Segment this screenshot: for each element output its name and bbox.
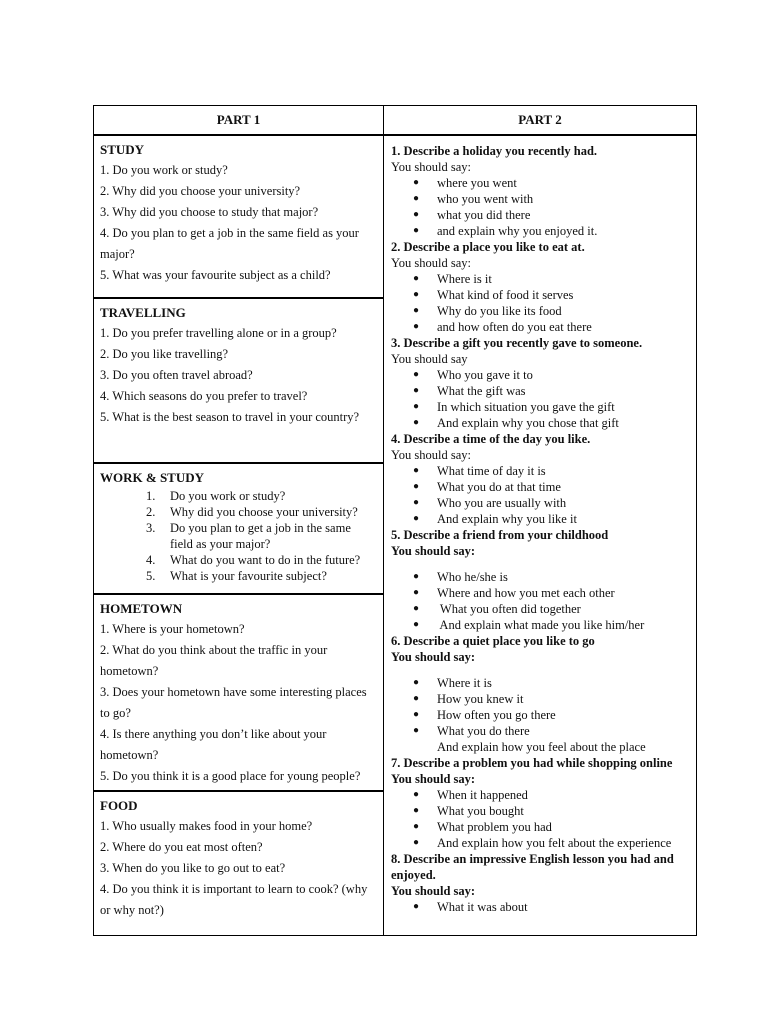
bullet-icon: ● [413,805,420,816]
bullet-icon: ● [413,497,420,508]
part2-column [391,143,691,915]
question: 3. When do you like to go out to eat? [100,861,286,875]
cue-card [391,431,691,527]
bullet-item: ● Who he/she is [413,570,508,584]
you-should-say: You should say: [391,884,476,898]
question: 2. Where do you eat most often? [100,840,263,854]
list-item: 1. Do you work or study? [146,489,286,503]
section-study [94,136,383,297]
bullet-icon: ● [413,709,420,720]
bullet-icon: ● [413,305,420,316]
question: 3. Does your hometown have some interesting places [100,685,367,699]
question: major? [100,247,135,261]
you-should-say: You should say: [391,650,476,664]
bullet-icon: ● [413,369,420,380]
bullet-item: ● What you do at that time [413,480,561,494]
question: hometown? [100,664,159,678]
section-title: WORK & STUDY [100,470,205,485]
question: 5. Do you think it is a good place for young people? [100,769,361,783]
bullet-item: ● and explain why you enjoyed it. [413,224,598,238]
cue-card-title: 3. Describe a gift you recently gave to someone. [391,336,643,350]
column-divider [383,136,384,935]
cue-card [391,335,691,431]
bullet-icon: ● [413,677,420,688]
part2-header: PART 2 [384,106,696,136]
section-travelling [94,297,383,462]
cue-card [391,239,691,335]
bullet-item: ● What it was about [413,900,528,914]
you-should-say: You should say: [391,160,471,174]
bullet-icon: ● [413,619,420,630]
bullet-item: ● Who you gave it to [413,368,533,382]
bullet-icon: ● [413,603,420,614]
bullet-icon: ● [413,401,420,412]
question: 5. What is the best season to travel in your country? [100,410,360,424]
question: 1. Who usually makes food in your home? [100,819,313,833]
question: 2. What do you think about the traffic in your [100,643,328,657]
bullet-list [391,899,691,915]
bullet-item: ● Where and how you met each other [413,586,615,600]
list-item: 2. Why did you choose your university? [146,505,358,519]
question: hometown? [100,748,159,762]
question: 3. Why did you choose to study that major? [100,205,319,219]
cue-card-title: 6. Describe a quiet place you like to go [391,634,595,648]
bullet-item: ● what you did there [413,208,531,222]
bullet-item: ● And explain what made you like him/her [413,618,645,632]
cue-card [391,633,691,755]
bullet-item: ● And explain why you chose that gift [413,416,619,430]
bullet-icon: ● [413,513,420,524]
bullet-icon: ● [413,193,420,204]
section-title: HOMETOWN [100,601,183,616]
bullet-icon: ● [413,837,420,848]
bullet-icon: ● [413,273,420,284]
bullet-item: ● who you went with [413,192,534,206]
bullet-list [391,569,691,633]
cue-card [391,851,691,915]
bullet-icon: ● [413,693,420,704]
section-work-study [94,462,383,593]
bullet-list [391,463,691,527]
bullet-icon: ● [413,321,420,332]
question: 4. Do you think it is important to learn to cook? (why [100,882,368,896]
cue-card-title: 4. Describe a time of the day you like. [391,432,591,446]
list-item: 5. What is your favourite subject? [146,569,327,583]
bullet-list [391,675,691,755]
bullet-list [391,271,691,335]
question: or why not?) [100,903,164,917]
you-should-say: You should say: [391,256,471,270]
bullet-icon: ● [413,465,420,476]
cue-card-title: 1. Describe a holiday you recently had. [391,144,598,158]
bullet-item: ● and how often do you eat there [413,320,592,334]
bullet-icon: ● [413,571,420,582]
you-should-say: You should say: [391,772,476,786]
bullet-item: ● where you went [413,176,517,190]
bullet-item-continuation: And explain how you feel about the place [437,740,646,754]
bullet-list [391,367,691,431]
bullet-list [391,787,691,851]
question: 3. Do you often travel abroad? [100,368,253,382]
bullet-icon: ● [413,821,420,832]
question: 1. Do you work or study? [100,163,228,177]
cue-card-title: 8. Describe an impressive English lesson you had and [391,852,674,866]
you-should-say: You should say [391,352,468,366]
bullet-icon: ● [413,417,420,428]
bullet-item: ● Where is it [413,272,492,286]
bullet-icon: ● [413,587,420,598]
cue-card [391,755,691,851]
question: 4. Do you plan to get a job in the same field as your [100,226,359,240]
question: 5. What was your favourite subject as a child? [100,268,331,282]
bullet-item: ● What you often did together [413,602,581,616]
question: 4. Which seasons do you prefer to travel? [100,389,308,403]
bullet-item: ● How you knew it [413,692,524,706]
section-title: STUDY [100,142,145,157]
bullet-item: ● And explain why you like it [413,512,577,526]
bullet-item: ● What time of day it is [413,464,546,478]
question: 2. Do you like travelling? [100,347,229,361]
cue-card-title-cont: enjoyed. [391,868,436,882]
bullet-item: ● What the gift was [413,384,526,398]
cue-card [391,527,691,633]
bullet-item: ● When it happened [413,788,528,802]
list-item: 3. Do you plan to get a job in the same [146,521,351,535]
bullet-icon: ● [413,177,420,188]
cue-card-title: 5. Describe a friend from your childhood [391,528,609,542]
question: 2. Why did you choose your university? [100,184,301,198]
question: to go? [100,706,131,720]
part1-header: PART 1 [94,106,384,136]
bullet-list [391,175,691,239]
bullet-icon: ● [413,725,420,736]
bullet-icon: ● [413,289,420,300]
section-hometown [94,593,383,790]
bullet-icon: ● [413,481,420,492]
question: 1. Do you prefer travelling alone or in a group? [100,326,337,340]
bullet-item: ● In which situation you gave the gift [413,400,615,414]
question: 4. Is there anything you don’t like about your [100,727,327,741]
section-title: FOOD [100,798,138,813]
bullet-item: ● Where it is [413,676,492,690]
bullet-icon: ● [413,385,420,396]
bullet-item: ● Why do you like its food [413,304,562,318]
cue-card-title: 2. Describe a place you like to eat at. [391,240,585,254]
you-should-say: You should say: [391,544,476,558]
bullet-item: ● What kind of food it serves [413,288,574,302]
bullet-icon: ● [413,901,420,912]
section-food [94,790,383,935]
cue-card [391,143,691,239]
bullet-item: ● What problem you had [413,820,552,834]
bullet-item: ● What you do there [413,724,530,738]
you-should-say: You should say: [391,448,471,462]
section-title: TRAVELLING [100,305,186,320]
bullet-icon: ● [413,209,420,220]
question: 1. Where is your hometown? [100,622,245,636]
questions-table [93,105,697,936]
bullet-icon: ● [413,789,420,800]
bullet-icon: ● [413,225,420,236]
bullet-item: ● What you bought [413,804,524,818]
list-item: field as your major? [170,537,271,551]
numbered-list [100,488,377,584]
bullet-item: ● How often you go there [413,708,556,722]
bullet-item: ● Who you are usually with [413,496,567,510]
bullet-item: ● And explain how you felt about the experience [413,836,672,850]
list-item: 4. What do you want to do in the future? [146,553,361,567]
cue-card-title: 7. Describe a problem you had while shopping online [391,756,673,770]
